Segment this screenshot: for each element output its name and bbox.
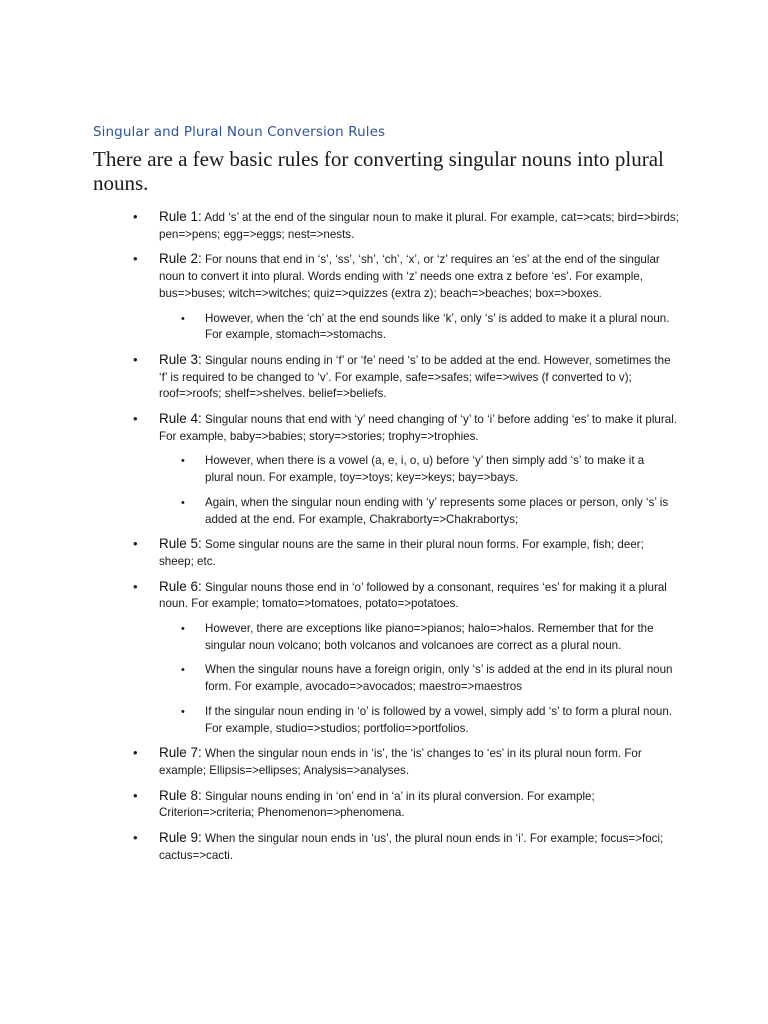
- sub-rule-item: [0, 621, 675, 654]
- sub-rule-item: [0, 495, 675, 528]
- rule-item: [0, 251, 679, 344]
- rule-text: Some singular nouns are the same in their plural noun forms. For example, fish; deer; sheep; etc.: [159, 538, 644, 568]
- rule-label: Rule 3:: [159, 351, 202, 367]
- rule-text: For nouns that end in ‘s’, ‘ss’, ‘sh’, ‘ch’, ‘x’, or ‘z’ requires an ‘es’ at the end of the singular noun to convert it into plural. Words ending with ‘z’ needs one extra z before ‘es’. For example, bus=>buses; witch=>witches; quiz=>quizzes (extra z); beach=>beaches; box=>boxes.: [159, 253, 660, 300]
- bullet-icon: •: [133, 787, 138, 803]
- rules-list: [0, 209, 768, 873]
- document-heading: Singular and Plural Noun Conversion Rules: [93, 124, 386, 140]
- sub-rule-text: However, when there is a vowel (a, e, i, o, u) before ‘y’ then simply add ‘s’ to make it a plural noun. For example, toy=>toys; key=>keys; bay=>bays.: [205, 454, 645, 485]
- bullet-icon: •: [133, 351, 138, 367]
- rule-label: Rule 4:: [159, 411, 202, 427]
- rule-text: When the singular noun ends in ‘is’, the ‘is’ changes to ‘es’ in its plural noun form. For example; Ellipsis=>ellipses; Analysis=>analyses.: [159, 747, 642, 777]
- rule-item: [0, 411, 679, 528]
- rule-item: [0, 788, 679, 822]
- bullet-icon: •: [133, 745, 138, 761]
- rule-text: When the singular noun ends in ‘us’, the plural noun ends in ‘i’. For example; focus=>foci; cactus=>cacti.: [159, 832, 664, 862]
- sub-rule-item: [0, 704, 675, 737]
- sub-rule-list: [0, 453, 679, 528]
- sub-rule-item: [0, 453, 675, 486]
- rule-text: Singular nouns those end in ‘o’ followed by a consonant, requires ‘es’ for making it a plural noun. For example; tomato=>tomatoes, potato=>potatoes.: [159, 580, 667, 611]
- bullet-icon: •: [133, 209, 138, 224]
- sub-rule-text: Again, when the singular noun ending with ‘y’ represents some places or person, only ‘s’ is added at the end. For example, Chakraborty=>Chakrabortys;: [205, 495, 669, 526]
- bullet-icon: •: [181, 496, 185, 509]
- rule-label: Rule 2:: [159, 251, 202, 267]
- rule-label: Rule 1:: [159, 209, 202, 224]
- sub-rule-text: When the singular nouns have a foreign origin, only ‘s’ is added at the end in its plural noun form. For example, avocado=>avocados; maestro=>maestros: [205, 663, 673, 694]
- rule-item: [0, 745, 679, 779]
- rule-label: Rule 8:: [159, 787, 202, 803]
- rule-text: Singular nouns ending in ‘on’ end in ‘a’ in its plural conversion. For example; Criterion=>criteria; Phenomenon=>phenomena.: [159, 789, 595, 820]
- sub-rule-list: [0, 621, 679, 737]
- rule-text: Singular nouns ending in ‘f’ or ‘fe’ need ‘s’ to be added at the end. However, sometimes the ‘f’ is required to be changed to ‘v’. For example, safe=>safes; wife=>wives (f converted to v); roof=>roofs; shelf=>shelves. belief=>beliefs.: [159, 353, 671, 401]
- sub-rule-text: If the singular noun ending in ‘o’ is followed by a vowel, simply add ‘s’ to form a plural noun. For example, studio=>studios; portfolio=>portfolios.: [205, 704, 673, 735]
- rule-label: Rule 9:: [159, 830, 202, 846]
- rule-label: Rule 7:: [159, 745, 202, 761]
- bullet-icon: •: [133, 578, 138, 594]
- bullet-icon: •: [181, 455, 185, 468]
- bullet-icon: •: [133, 830, 138, 846]
- sub-rule-item: [0, 662, 675, 695]
- rule-item: [0, 536, 679, 570]
- sub-rule-list: [0, 311, 679, 344]
- sub-rule-text: However, when the ‘ch’ at the end sounds like ‘k’, only ‘s’ is added to make it a plural noun. For example, stomach=>stomachs.: [205, 311, 670, 342]
- sub-rule-text: However, there are exceptions like piano=>pianos; halo=>halos. Remember that for the singular noun volcano; both volcanos and volcanoes are correct as a plural noun.: [205, 622, 654, 652]
- sub-rule-item: [0, 311, 675, 344]
- rule-label: Rule 6:: [159, 578, 202, 594]
- bullet-icon: •: [181, 312, 185, 325]
- intro-paragraph: There are a few basic rules for converting singular nouns into plural nouns.: [93, 147, 664, 195]
- bullet-icon: •: [133, 536, 138, 552]
- rule-label: Rule 5:: [159, 536, 202, 552]
- bullet-icon: •: [181, 664, 185, 677]
- rule-item: [0, 579, 679, 738]
- bullet-icon: •: [133, 411, 138, 427]
- rule-item: [0, 209, 679, 243]
- rule-text: Singular nouns that end with ‘y’ need changing of ‘y’ to ‘i’ before adding ‘es’ to make it plural. For example, baby=>babies; story=>stories; trophy=>trophies.: [159, 413, 677, 443]
- rule-item: [0, 830, 679, 864]
- rule-item: [0, 352, 679, 403]
- bullet-icon: •: [181, 705, 185, 718]
- bullet-icon: •: [181, 623, 185, 636]
- bullet-icon: •: [133, 251, 138, 267]
- rule-text: Add ‘s’ at the end of the singular noun to make it plural. For example, cat=>cats; bird=>birds; pen=>pens; egg=>eggs; nest=>nests.: [159, 211, 679, 241]
